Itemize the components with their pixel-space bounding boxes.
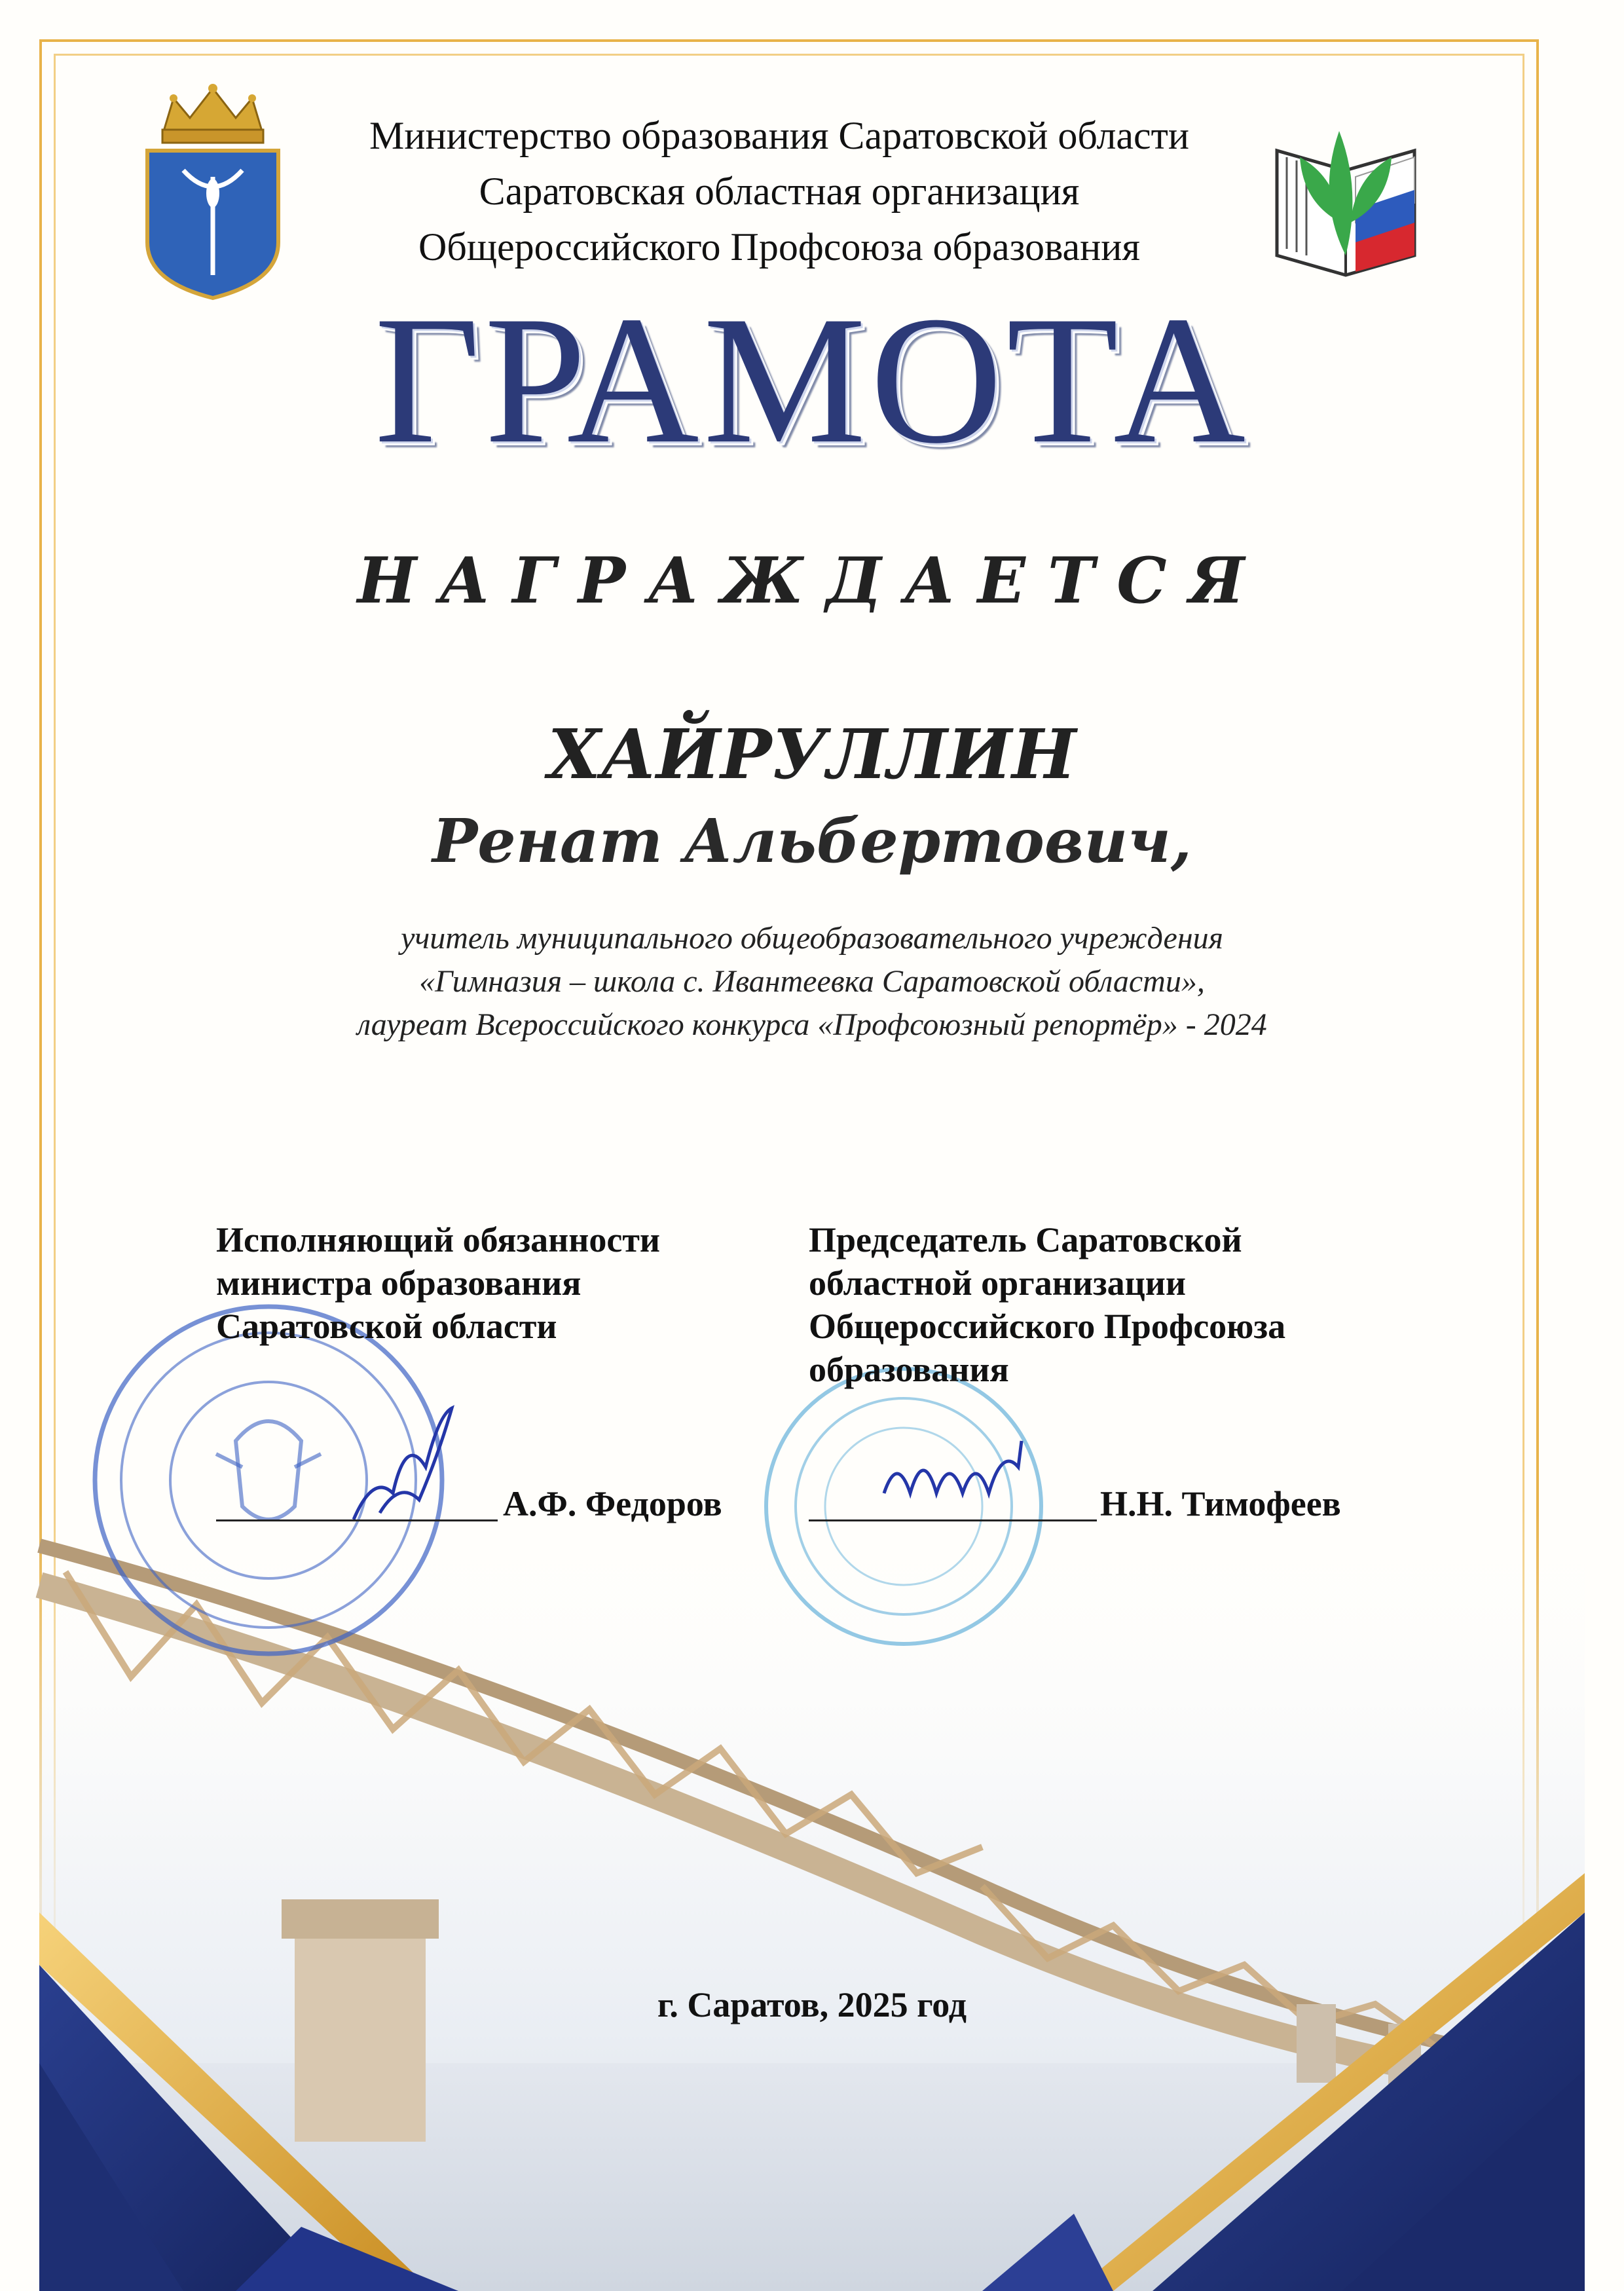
signatory-right-title (809, 1218, 1398, 1391)
description-line-3: лауреат Всероссийского конкурса «Профсоюзный репортёр» - 2024 (357, 1007, 1267, 1042)
signatory-left-title-line: Саратовской области (216, 1307, 557, 1346)
signatory-left-title (216, 1218, 740, 1348)
recipient-description (196, 917, 1428, 1047)
saratov-coat-of-arms-icon (138, 79, 288, 301)
signatory-left-title-line: министра образования (216, 1263, 581, 1303)
signature-line-right (809, 1519, 1097, 1521)
issuer-line-3: Общероссийского Профсоюза образования (418, 225, 1140, 269)
document-title: ГРАМОТА (374, 278, 1250, 481)
signatory-right-title-line: Председатель Саратовской (809, 1220, 1242, 1259)
signatory-right-title-line: образования (809, 1350, 1009, 1389)
recipient-given-name: Ренат Альбертович, (432, 806, 1192, 876)
issuer-line-1: Министерство образования Саратовской области (369, 114, 1189, 157)
issuer-header (288, 108, 1270, 275)
awarded-heading: НАГРАЖДАЕТСЯ (357, 544, 1267, 618)
signatory-left-name: А.Ф. Федоров (503, 1484, 722, 1523)
signature-right-icon (877, 1428, 1035, 1519)
signatory-right-title-line: областной организации (809, 1263, 1186, 1303)
signatory-left-title-line: Исполняющий обязанности (216, 1220, 660, 1259)
signatory-right-title-line: Общероссийского Профсоюза (809, 1307, 1286, 1346)
description-line-1: учитель муниципального общеобразовательного учреждения (401, 921, 1223, 956)
signature-line-left (216, 1519, 498, 1521)
place-and-date: г. Саратов, 2025 год (657, 1985, 967, 2024)
issuer-line-2: Саратовская областная организация (479, 170, 1080, 213)
signatory-right-name: Н.Н. Тимофеев (1100, 1484, 1341, 1523)
union-logo-icon (1264, 92, 1428, 288)
description-line-2: «Гимназия – школа с. Ивантеевка Саратовской области», (419, 964, 1205, 999)
signature-left-icon (341, 1395, 465, 1526)
recipient-surname: ХАЙРУЛЛИН (547, 714, 1077, 794)
